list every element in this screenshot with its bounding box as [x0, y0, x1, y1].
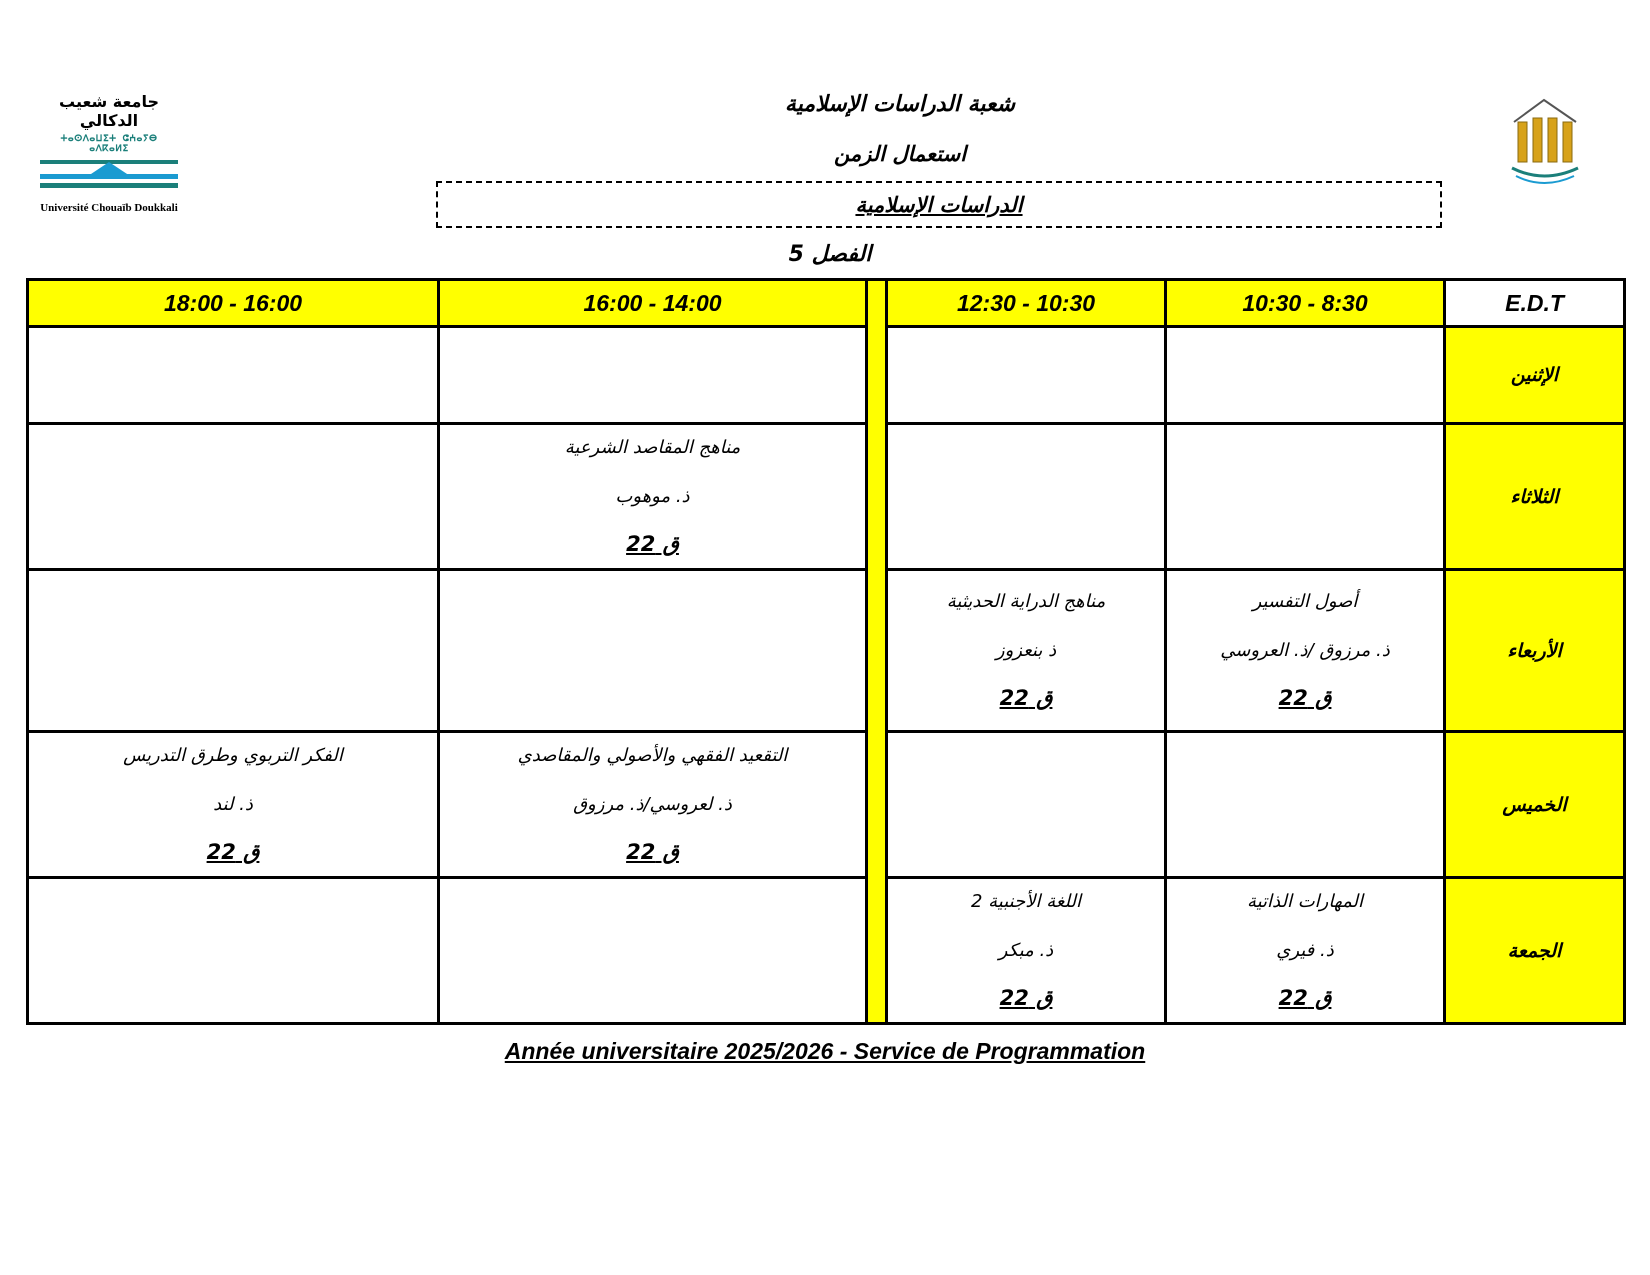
room-label: ق 22 — [999, 686, 1053, 710]
slot-header-2: 12:30 - 10:30 — [887, 280, 1166, 327]
timetable-cell — [439, 327, 867, 424]
timetable-cell — [887, 732, 1166, 878]
room-label: ق 22 — [1278, 986, 1332, 1010]
table-row — [28, 732, 1625, 878]
timetable-cell — [887, 570, 1166, 732]
course-title: مناهج المقاصد الشرعية — [564, 437, 741, 458]
university-emblem-icon — [38, 154, 180, 196]
timetable-cell — [439, 570, 867, 732]
program-name: الدراسات الإسلامية — [855, 192, 1023, 217]
department-title: شعبة الدراسات الإسلامية — [784, 92, 1016, 117]
timetable — [26, 278, 1626, 1025]
slot-header-1: 10:30 - 8:30 — [1166, 280, 1445, 327]
timetable-cell — [1166, 570, 1445, 732]
timetable-cell — [1166, 424, 1445, 570]
room-label: ق 22 — [626, 840, 679, 864]
professor-name: ذ بنعزوز — [995, 640, 1057, 661]
university-name-tifinagh: ⵜⴰⵙⴷⴰⵡⵉⵜ ⵛⵄⴰⵢⴱ ⴰⴷⴽⴰⵍⵉ — [60, 134, 158, 154]
day-wednesday: الأربعاء — [1445, 570, 1625, 732]
timetable-cell — [887, 327, 1166, 424]
course-title: المهارات الذاتية — [1246, 891, 1364, 912]
timetable-cell — [439, 424, 867, 570]
university-logo — [38, 92, 180, 214]
professor-name: ذ. مرزوق /ذ. العروسي — [1220, 640, 1390, 661]
professor-name: ذ. موهوب — [615, 486, 690, 507]
course-title: التقعيد الفقهي والأصولي والمقاصدي — [517, 745, 788, 766]
room-label: ق 22 — [626, 532, 679, 556]
timetable-cell — [887, 424, 1166, 570]
course-title: مناهج الدراية الحديثية — [946, 591, 1106, 612]
program-box — [436, 181, 1442, 228]
corner-label: E.D.T — [1445, 280, 1625, 327]
room-label: ق 22 — [206, 840, 260, 864]
timetable-cell — [439, 878, 867, 1024]
table-row — [28, 424, 1625, 570]
professor-name: ذ. لعروسي/ذ. مرزوق — [573, 794, 732, 815]
slot-header-3: 16:00 - 14:00 — [439, 280, 867, 327]
document-title: استعمال الزمن — [833, 142, 967, 166]
timetable-cell — [1166, 878, 1445, 1024]
day-friday: الجمعة — [1445, 878, 1625, 1024]
table-row — [28, 878, 1625, 1024]
course-title: الفكر التربوي وطرق التدريس — [123, 745, 343, 766]
timetable-cell — [1166, 732, 1445, 878]
timetable-cell — [28, 732, 439, 878]
day-thursday: الخميس — [1445, 732, 1625, 878]
room-label: ق 22 — [999, 986, 1053, 1010]
professor-name: ذ. لند — [213, 794, 253, 815]
slot-header-4: 18:00 - 16:00 — [28, 280, 439, 327]
university-name-french: Université Chouaïb Doukkali — [40, 202, 178, 214]
faculty-logo — [1488, 92, 1600, 204]
timetable-cell — [439, 732, 867, 878]
lunch-separator — [867, 280, 887, 1024]
course-title: اللغة الأجنبية 2 — [970, 891, 1081, 912]
timetable-cell — [28, 424, 439, 570]
faculty-seal-icon — [1488, 92, 1600, 204]
day-monday: الإثنين — [1445, 327, 1625, 424]
table-row — [28, 570, 1625, 732]
timetable-cell — [1166, 327, 1445, 424]
course-title: أصول التفسير — [1252, 591, 1358, 612]
semester-label: الفصل 5 — [788, 242, 872, 267]
table-row — [28, 327, 1625, 424]
professor-name: ذ. فيري — [1276, 940, 1334, 961]
timetable-cell — [28, 327, 439, 424]
timetable-cell — [28, 570, 439, 732]
professor-name: ذ. مبكر — [998, 940, 1054, 961]
day-tuesday: الثلاثاء — [1445, 424, 1625, 570]
timetable-cell — [28, 878, 439, 1024]
university-name-arabic: جامعة شعيب الدكالي — [59, 92, 159, 130]
room-label: ق 22 — [1278, 686, 1332, 710]
footer-note: Année universitaire 2025/2026 - Service de Programmation — [504, 1038, 1146, 1064]
timetable-cell — [887, 878, 1166, 1024]
timetable-header-row — [28, 280, 1625, 327]
